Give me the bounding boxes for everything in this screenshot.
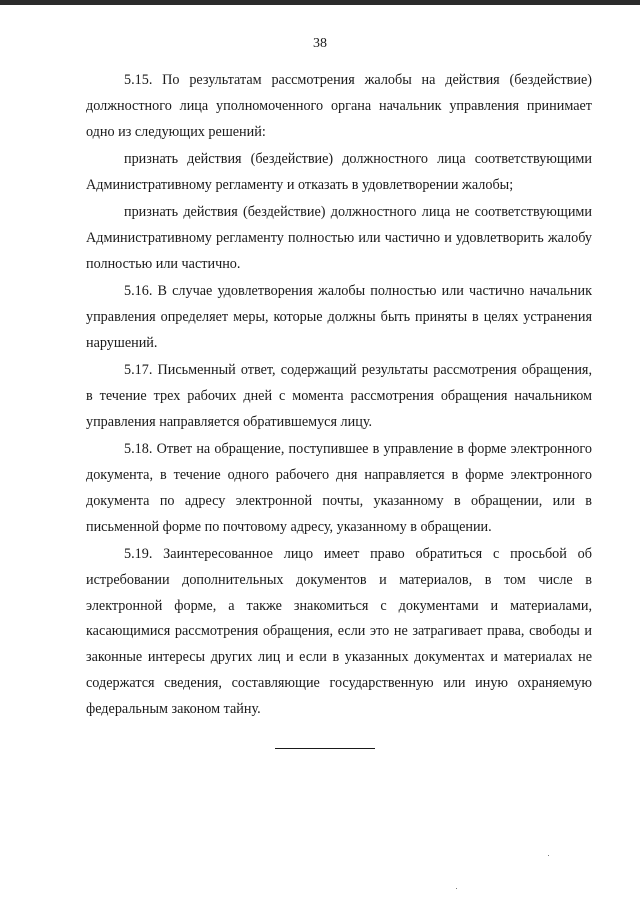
scan-speck <box>456 888 457 889</box>
page-number: 38 <box>313 36 327 51</box>
scan-top-edge <box>0 0 640 5</box>
list-item-decision-2: признать действия (бездействие) должностного лица не соответствующими Административному регламенту полностью или частично и удовлетворить жалобу полностью или частично. <box>86 204 592 272</box>
paragraph-5-19: 5.19. Заинтересованное лицо имеет право обратиться с просьбой об истребовании дополнительных документов и материалов, в том числе в электронной форме, а также знакомиться с документами и материалами, касающимися рассмотрения обращения, если это не затрагивает права, свободы и законные интересы других лиц и если в указанных документах и материалах не содержатся сведения, составляющие государственную или иную охраняемую федеральным законом тайну. <box>86 545 592 717</box>
scan-speck <box>548 855 549 856</box>
closing-rule <box>275 748 375 749</box>
paragraph-5-18: 5.18. Ответ на обращение, поступившее в управление в форме электронного документа, в течение одного рабочего дня направляется в форме электронного документа по адресу электронной почты, указанному в обращении, или в письменной форме по почтовому адресу, указанному в обращении. <box>86 441 592 535</box>
document-body <box>86 68 592 724</box>
paragraph-5-15: 5.15. По результатам рассмотрения жалобы на действия (бездействие) должностного лица уполномоченного органа начальник управления принимает одно из следующих решений: <box>86 72 592 140</box>
list-item-decision-1: признать действия (бездействие) должностного лица соответствующими Административному регламенту и отказать в удовлетворении жалобы; <box>86 150 592 193</box>
paragraph-5-16: 5.16. В случае удовлетворения жалобы полностью или частично начальник управления определяет меры, которые должны быть приняты в целях устранения нарушений. <box>86 283 592 351</box>
paragraph-5-17: 5.17. Письменный ответ, содержащий результаты рассмотрения обращения, в течение трех рабочих дней с момента рассмотрения обращения начальником управления направляется обратившемуся лицу. <box>86 362 592 430</box>
